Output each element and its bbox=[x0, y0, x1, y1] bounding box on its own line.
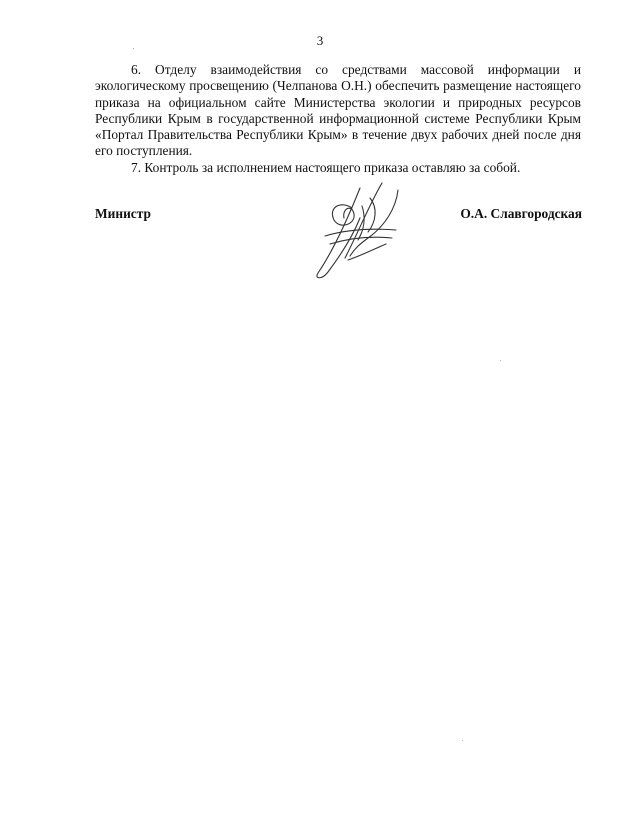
paragraph-7 bbox=[95, 160, 581, 176]
paragraph-6-text: 6. Отделу взаимодействия со средствами массовой информации и экологическому просвещению (Челпанова О.Н.) обеспечить размещение настоящего приказа на официальном сайте Министерства экологии и природных ресурсов Республики Крым в государственной информационной системе Республики Крым «Портал Правительства Республики Крым» в течение двух рабочих дней после дня его поступления. bbox=[95, 62, 581, 159]
page-number: 3 bbox=[316, 33, 324, 48]
scan-speck bbox=[133, 48, 134, 49]
scan-speck bbox=[462, 740, 463, 741]
paragraph-7-text: 7. Контроль за исполнением настоящего приказа оставляю за собой. bbox=[131, 160, 521, 175]
handwritten-signature bbox=[300, 178, 410, 283]
signatory-title: Министр bbox=[95, 206, 151, 221]
paragraph-6 bbox=[95, 62, 581, 160]
signatory-name: О.А. Славгородская bbox=[460, 206, 582, 221]
scan-speck bbox=[500, 360, 501, 361]
